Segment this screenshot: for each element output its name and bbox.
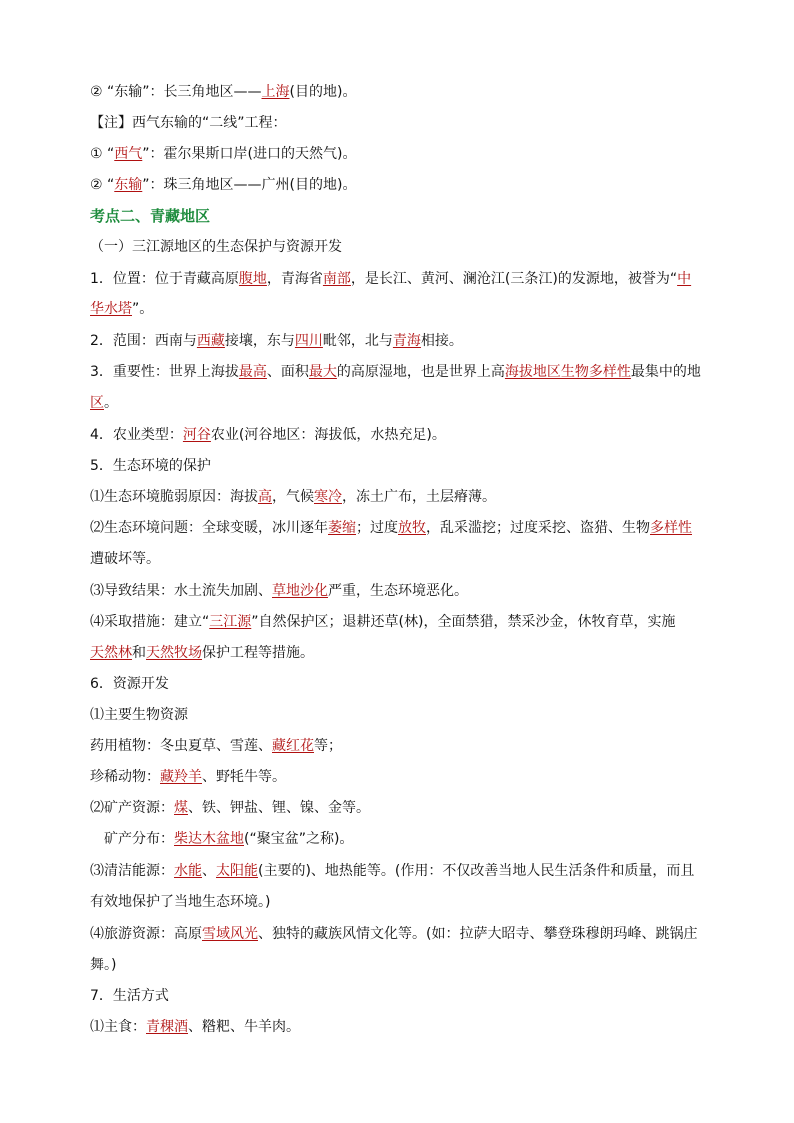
answer-blank: 萎缩 bbox=[328, 520, 356, 536]
answer-blank: 西藏 bbox=[196, 333, 225, 349]
text-segment: 遭破坏等。 bbox=[90, 551, 160, 567]
answer-blank: 天然牧场 bbox=[146, 645, 202, 661]
text-segment: 、野牦牛等。 bbox=[202, 769, 286, 785]
text-line bbox=[90, 331, 710, 351]
text-segment: ，乱采滥挖；过度采挖、盗猎、生物 bbox=[426, 520, 650, 536]
text-segment: ⑴主要生物资源 bbox=[90, 707, 188, 723]
text-segment: ⑶清洁能源： bbox=[90, 863, 174, 879]
answer-blank: 最高 bbox=[238, 364, 267, 380]
text-line bbox=[90, 487, 710, 507]
answer-blank: 南部 bbox=[322, 271, 351, 287]
text-segment: ”自然保护区；退耕还草(林)，全面禁猎，禁采沙金，休牧育草，实施 bbox=[251, 614, 676, 630]
text-segment: 矿产分布： bbox=[104, 831, 174, 847]
text-line bbox=[90, 237, 710, 257]
text-segment: ，是长江、黄河、澜沧江(三条江)的发源地，被誉为“ bbox=[350, 271, 678, 287]
text-segment: ”。 bbox=[132, 301, 154, 317]
text-line bbox=[90, 674, 710, 694]
text-line bbox=[90, 924, 710, 944]
answer-blank: 最大 bbox=[308, 364, 337, 380]
answer-blank: 雪域风光 bbox=[202, 926, 258, 942]
text-line bbox=[90, 82, 710, 102]
text-line bbox=[90, 892, 710, 912]
text-segment: 、 bbox=[202, 863, 216, 879]
text-segment: ⑴主食： bbox=[90, 1019, 146, 1035]
text-line bbox=[90, 425, 710, 445]
text-line bbox=[90, 113, 710, 133]
answer-blank: 中 bbox=[677, 271, 692, 287]
text-line bbox=[90, 767, 710, 787]
text-segment: （一）三江源地区的生态保护与资源开发 bbox=[90, 239, 342, 255]
section-heading bbox=[90, 206, 710, 226]
answer-blank: 东输 bbox=[114, 177, 143, 193]
text-segment: 3．重要性：世界上海拔 bbox=[90, 364, 239, 380]
text-segment: 5．生态环境的保护 bbox=[90, 458, 211, 474]
text-segment: 7．生活方式 bbox=[90, 988, 169, 1004]
text-segment: ⑵生态环境问题：全球变暖，冰川逐年 bbox=[90, 520, 328, 536]
text-segment: 舞。) bbox=[90, 957, 117, 973]
answer-blank: 太阳能 bbox=[216, 863, 258, 879]
text-segment: 有效地保护了当地生态环境。) bbox=[90, 894, 271, 910]
text-segment: ⑷采取措施：建立“ bbox=[90, 614, 210, 630]
text-line bbox=[90, 518, 710, 538]
text-segment: 考点二、青藏地区 bbox=[90, 207, 211, 225]
text-segment: 、面积 bbox=[266, 364, 309, 380]
text-line bbox=[90, 955, 710, 975]
text-line bbox=[90, 643, 710, 663]
answer-blank: 草地沙化 bbox=[272, 583, 328, 599]
text-segment: 最集中的地 bbox=[630, 364, 701, 380]
text-segment: 、独特的藏族风情文化等。(如：拉萨大昭寺、攀登珠穆朗玛峰、跳锅庄 bbox=[258, 926, 698, 942]
answer-blank: 河谷 bbox=[182, 427, 211, 443]
text-line bbox=[90, 549, 710, 569]
text-segment: 6．资源开发 bbox=[90, 676, 169, 692]
text-segment: (目的地)。 bbox=[289, 84, 357, 100]
answer-blank: 青海 bbox=[392, 333, 421, 349]
answer-blank: 华水塔 bbox=[90, 301, 132, 317]
text-line bbox=[90, 986, 710, 1006]
text-segment: 的高原湿地，也是世界上高 bbox=[336, 364, 505, 380]
text-segment: ，冻土广布，土层瘠薄。 bbox=[342, 489, 496, 505]
text-segment: 接壤，东与 bbox=[224, 333, 295, 349]
text-segment: 农业(河谷地区：海拔低，水热充足)。 bbox=[210, 427, 446, 443]
answer-blank: 西气 bbox=[114, 146, 143, 162]
text-line bbox=[90, 705, 710, 725]
text-segment: 4．农业类型： bbox=[90, 427, 183, 443]
text-segment: (“聚宝盆”之称)。 bbox=[244, 831, 354, 847]
text-segment: 毗邻，北与 bbox=[322, 333, 393, 349]
text-segment: ⑵矿产资源： bbox=[90, 800, 174, 816]
text-line bbox=[90, 736, 710, 756]
text-segment: 相接。 bbox=[420, 333, 463, 349]
text-segment: 严重，生态环境恶化。 bbox=[328, 583, 468, 599]
text-line bbox=[90, 798, 710, 818]
text-segment: ⑶导致结果：水土流失加剧、 bbox=[90, 583, 272, 599]
text-segment: ⑷旅游资源：高原 bbox=[90, 926, 202, 942]
text-segment: ，气候 bbox=[272, 489, 314, 505]
answer-blank: 藏羚羊 bbox=[160, 769, 202, 785]
text-segment: ，青海省 bbox=[266, 271, 323, 287]
text-line bbox=[90, 393, 710, 413]
text-segment: 保护工程等措施。 bbox=[202, 645, 314, 661]
text-segment: 药用植物：冬虫夏草、雪莲、 bbox=[90, 738, 272, 754]
answer-blank: 多样性 bbox=[650, 520, 692, 536]
text-segment: ① “ bbox=[90, 146, 115, 162]
answer-blank: 海拔地区生物多样性 bbox=[504, 364, 631, 380]
answer-blank: 四川 bbox=[294, 333, 323, 349]
text-segment: 2．范围：西南与 bbox=[90, 333, 197, 349]
text-segment: ⑴生态环境脆弱原因：海拔 bbox=[90, 489, 258, 505]
text-segment: (主要的)、地热能等。(作用：不仅改善当地人民生活条件和质量，而且 bbox=[258, 863, 695, 879]
text-segment: ”：霍尔果斯口岸(进口的天然气)。 bbox=[142, 146, 357, 162]
text-segment: 、糌粑、牛羊肉。 bbox=[188, 1019, 300, 1035]
answer-blank: 藏红花 bbox=[272, 738, 314, 754]
text-line bbox=[90, 612, 710, 632]
text-segment: ② “ bbox=[90, 177, 115, 193]
answer-blank: 区 bbox=[90, 395, 104, 411]
answer-blank: 寒冷 bbox=[314, 489, 342, 505]
text-segment: 。 bbox=[104, 395, 118, 411]
text-line bbox=[90, 1017, 710, 1037]
text-line bbox=[90, 144, 710, 164]
text-segment: ；过度 bbox=[356, 520, 398, 536]
text-segment: 等； bbox=[314, 738, 342, 754]
answer-blank: 放牧 bbox=[398, 520, 426, 536]
answer-blank: 天然林 bbox=[90, 645, 132, 661]
text-line bbox=[90, 269, 710, 289]
text-segment: 1．位置：位于青藏高原 bbox=[90, 271, 239, 287]
text-segment: ② “东输”：长三角地区—— bbox=[90, 84, 262, 100]
answer-blank: 三江源 bbox=[209, 614, 252, 630]
answer-blank: 青稞酒 bbox=[146, 1019, 188, 1035]
text-segment: 【注】西气东输的“二线”工程： bbox=[90, 115, 287, 131]
answer-blank: 柴达木盆地 bbox=[174, 831, 244, 847]
answer-blank: 上海 bbox=[261, 84, 290, 100]
text-line bbox=[90, 456, 710, 476]
answer-blank: 高 bbox=[258, 489, 272, 505]
text-segment: 珍稀动物： bbox=[90, 769, 160, 785]
text-line bbox=[104, 829, 724, 849]
text-segment: 、铁、钾盐、锂、镍、金等。 bbox=[188, 800, 370, 816]
answer-blank: 腹地 bbox=[238, 271, 267, 287]
text-line bbox=[90, 299, 710, 319]
text-segment: 和 bbox=[132, 645, 146, 661]
answer-blank: 煤 bbox=[174, 800, 188, 816]
text-line bbox=[90, 581, 710, 601]
answer-blank: 水能 bbox=[174, 863, 202, 879]
text-line bbox=[90, 362, 710, 382]
text-line bbox=[90, 861, 710, 881]
text-segment: ”：珠三角地区——广州(目的地)。 bbox=[142, 177, 357, 193]
text-line bbox=[90, 175, 710, 195]
